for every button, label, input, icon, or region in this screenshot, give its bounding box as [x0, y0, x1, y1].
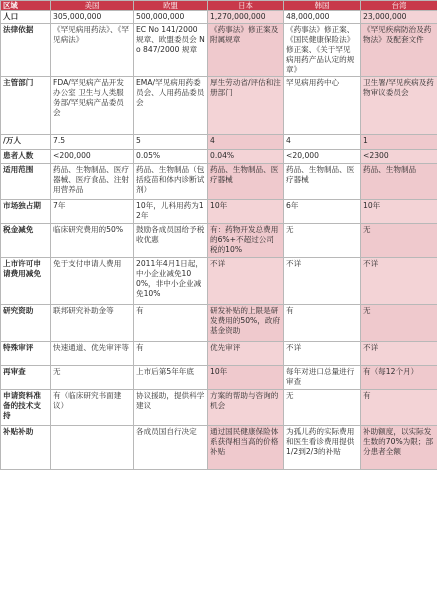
- table-cell: 《罕见疾病防治及药物法》及配套文件: [361, 24, 437, 77]
- row-label: 申请资料准备的技术支持: [1, 390, 51, 426]
- table-cell: 每年对进口总量进行审查: [284, 366, 361, 390]
- row-label: 法律依据: [1, 24, 51, 77]
- table-cell: EMA/罕见病用药委员会、人用药品委员会: [134, 77, 208, 135]
- table-cell: 10年，儿科用药为12年: [134, 200, 208, 224]
- table-cell: 药品、生物制品（包括疫苗和体内诊断试剂）: [134, 164, 208, 200]
- table-cell: 优先审评: [208, 342, 284, 366]
- table-cell: 有：药物开发总费用的6%+不超过公司税的10%: [208, 224, 284, 258]
- table-cell: 上市后第5年年底: [134, 366, 208, 390]
- table-cell: <200,000: [51, 150, 134, 164]
- header-cell-taiwan: 台湾: [361, 1, 437, 11]
- header-cell-japan: 日本: [208, 1, 284, 11]
- table-cell: 免于支付申请人费用: [51, 258, 134, 305]
- table-row: [1, 24, 437, 77]
- table-cell: 有（临床研究书面建议）: [51, 390, 134, 426]
- table-row: [1, 11, 437, 24]
- table-body: [1, 1, 437, 470]
- table-cell: 4: [208, 135, 284, 150]
- table-cell: 有: [134, 342, 208, 366]
- table-cell: 1: [361, 135, 437, 150]
- table-cell: 10年: [208, 200, 284, 224]
- table-cell: FDA/罕见病产品开发办公室 卫生与人类服务部/罕见病产品委员会: [51, 77, 134, 135]
- table-cell: 0.05%: [134, 150, 208, 164]
- row-label: 再审查: [1, 366, 51, 390]
- table-cell: 7.5: [51, 135, 134, 150]
- table-cell: 6年: [284, 200, 361, 224]
- table-cell: 鼓励各成员国给予税收优惠: [134, 224, 208, 258]
- table-cell: 《罕见病用药法》、《罕见病法》: [51, 24, 134, 77]
- table-cell: 不详: [284, 342, 361, 366]
- table-cell: EC No 141/2000 规章、欧盟委员会 No 847/2000 规章: [134, 24, 208, 77]
- table-cell: 《药事法》修正案、《国民健康保险法》修正案、《关于罕见病用药产品认定的规章》: [284, 24, 361, 77]
- table-row: [1, 164, 437, 200]
- table-cell: 通过国民健康保险体系获得相当高的价格补贴: [208, 426, 284, 470]
- table-cell: 药品、生物制品、医疗器械、医疗食品、注射用营养品: [51, 164, 134, 200]
- table-cell: 无: [361, 305, 437, 342]
- table-row: [1, 258, 437, 305]
- table-cell: 协议援助，提供科学建议: [134, 390, 208, 426]
- table-cell: 500,000,000: [134, 11, 208, 24]
- row-label: 主管部门: [1, 77, 51, 135]
- row-label: 患者人数: [1, 150, 51, 164]
- table-cell: 卫生署/罕见疾病及药物审议委员会: [361, 77, 437, 135]
- table-cell: 无: [284, 224, 361, 258]
- table-cell: <20,000: [284, 150, 361, 164]
- table-cell: 快速通道、优先审评等: [51, 342, 134, 366]
- table-row: [1, 342, 437, 366]
- table-cell: 7年: [51, 200, 134, 224]
- table-cell: 48,000,000: [284, 11, 361, 24]
- row-label: 特殊审评: [1, 342, 51, 366]
- header-cell-region: 区域: [1, 1, 51, 11]
- row-label: /万人: [1, 135, 51, 150]
- table-cell: 联邦研究补助金等: [51, 305, 134, 342]
- table-row: [1, 77, 437, 135]
- table-row: [1, 305, 437, 342]
- row-label: 适用范围: [1, 164, 51, 200]
- header-row: [1, 1, 437, 11]
- row-label: 研究资助: [1, 305, 51, 342]
- table-row: [1, 200, 437, 224]
- table-cell: 药品、生物制品、医疗器械: [208, 164, 284, 200]
- table-cell: 无: [284, 390, 361, 426]
- header-cell-eu: 欧盟: [134, 1, 208, 11]
- table-cell: 不详: [361, 342, 437, 366]
- row-label: 上市许可申请费用减免: [1, 258, 51, 305]
- row-label: 补贴补助: [1, 426, 51, 470]
- table-cell: 23,000,000: [361, 11, 437, 24]
- table-row: [1, 135, 437, 150]
- table-cell: 有（每12个月）: [361, 366, 437, 390]
- table-cell: 不详: [208, 258, 284, 305]
- table-cell: [51, 426, 134, 470]
- row-label: 人口: [1, 11, 51, 24]
- header-cell-usa: 美国: [51, 1, 134, 11]
- table-row: [1, 150, 437, 164]
- table-row: [1, 426, 437, 470]
- table-cell: 4: [284, 135, 361, 150]
- table-cell: 无: [361, 224, 437, 258]
- table-cell: 5: [134, 135, 208, 150]
- table-cell: 厚生劳动省/评估和注册部门: [208, 77, 284, 135]
- table-cell: 各成员国自行决定: [134, 426, 208, 470]
- table-cell: 1,270,000,000: [208, 11, 284, 24]
- table-cell: 药品、生物制品、医疗器械: [284, 164, 361, 200]
- table-cell: <2300: [361, 150, 437, 164]
- table-cell: 有: [361, 390, 437, 426]
- table-cell: 10年: [208, 366, 284, 390]
- table-cell: 方案的帮助与咨询的机会: [208, 390, 284, 426]
- table-cell: 临床研究费用的50%: [51, 224, 134, 258]
- table-cell: 305,000,000: [51, 11, 134, 24]
- table-row: [1, 390, 437, 426]
- table-cell: 研发补贴的上限是研发费用的50%，政府基金资助: [208, 305, 284, 342]
- table-cell: 有: [284, 305, 361, 342]
- table-cell: 不详: [284, 258, 361, 305]
- table-cell: 《药事法》修正案及附属规章: [208, 24, 284, 77]
- table-row: [1, 224, 437, 258]
- header-cell-korea: 韩国: [284, 1, 361, 11]
- table-row: [1, 366, 437, 390]
- table-cell: 10年: [361, 200, 437, 224]
- table-cell: 为孤儿药的实际费用和医生看诊费用提供1/2到2/3的补贴: [284, 426, 361, 470]
- table-cell: 有: [134, 305, 208, 342]
- table-cell: 不详: [361, 258, 437, 305]
- table-cell: 罕见病用药中心: [284, 77, 361, 135]
- table-cell: 补助额度，以实际发生数的70%为限；部分患者全额: [361, 426, 437, 470]
- row-label: 市场独占期: [1, 200, 51, 224]
- row-label: 税金减免: [1, 224, 51, 258]
- table-cell: 药品、生物制品: [361, 164, 437, 200]
- table-cell: 无: [51, 366, 134, 390]
- table-cell: 0.04%: [208, 150, 284, 164]
- table-cell: 2011年4月1日起，中小企业减免100%，非中小企业减免10%: [134, 258, 208, 305]
